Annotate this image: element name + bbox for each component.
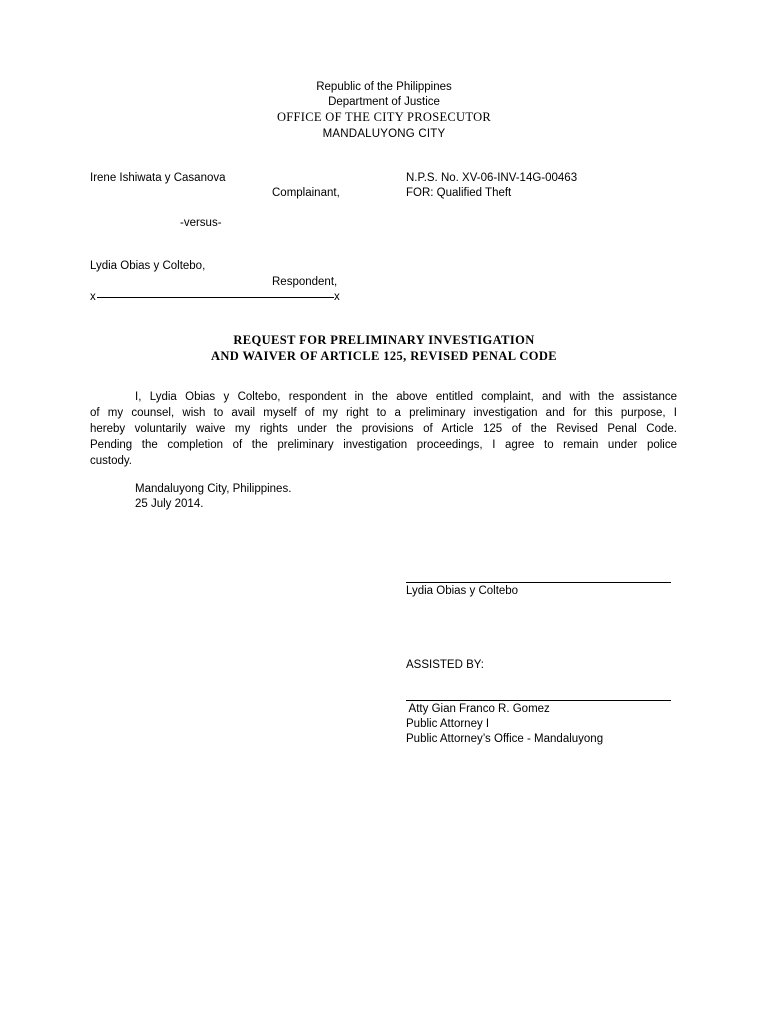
body-line: Pending the completion of the preliminary investigation proceedings, I agree to remain under police: [90, 439, 677, 451]
counsel-title: Public Attorney I: [406, 718, 490, 730]
caption-rule-left-mark: x: [90, 291, 96, 303]
respondent-label: Respondent,: [272, 276, 338, 288]
body-line: of my counsel, wish to avail myself of my right to a preliminary investigation and for this purpose, I: [90, 407, 677, 419]
complainant-name: Irene Ishiwata y Casanova: [90, 172, 226, 184]
body-line: hereby voluntarily waive my rights under the provisions of Article 125 of the Revised Penal Code.: [90, 423, 677, 435]
versus-label: -versus-: [180, 217, 222, 229]
body-line: I, Lydia Obias y Coltebo, respondent in the above entitled complaint, and with the assistance: [135, 391, 677, 403]
assisted-by-label: ASSISTED BY:: [406, 659, 484, 671]
nps-number: N.P.S. No. XV-06-INV-14G-00463: [406, 172, 578, 184]
counsel-office: Public Attorney’s Office - Mandaluyong: [406, 733, 604, 745]
body-line: custody.: [90, 455, 132, 467]
respondent-name: Lydia Obias y Coltebo,: [90, 260, 206, 272]
counsel-signature-line: [406, 700, 671, 701]
header-city: MANDALUYONG CITY: [322, 128, 446, 140]
header-office: OFFICE OF THE CITY PROSECUTOR: [276, 110, 492, 124]
caption-divider-rule: [97, 297, 334, 298]
header-republic: Republic of the Philippines: [316, 81, 452, 93]
dateline-place: Mandaluyong City, Philippines.: [135, 483, 292, 495]
counsel-name: Atty Gian Franco R. Gomez: [406, 703, 550, 715]
document-title-line1: REQUEST FOR PRELIMINARY INVESTIGATION: [233, 333, 535, 347]
body-paragraph: [90, 389, 677, 469]
document-title-line2: AND WAIVER OF ARTICLE 125, REVISED PENAL CODE: [210, 349, 558, 363]
respondent-signatory-name: Lydia Obias y Coltebo: [406, 585, 519, 597]
dateline-date: 25 July 2014.: [135, 498, 204, 510]
header-department: Department of Justice: [328, 96, 440, 108]
complainant-label: Complainant,: [272, 187, 340, 199]
caption-rule-right-mark: x: [334, 291, 340, 303]
respondent-signature-line: [406, 582, 671, 583]
charge: FOR: Qualified Theft: [406, 187, 512, 199]
